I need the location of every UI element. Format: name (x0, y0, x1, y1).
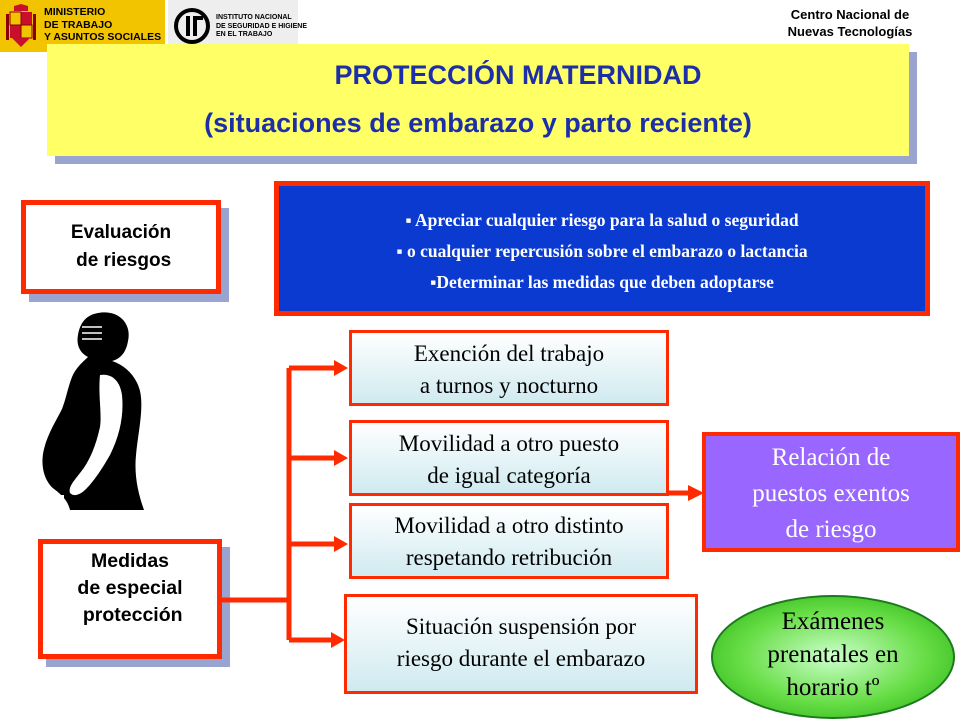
prenatal-exams-text: Exámenes (781, 608, 885, 635)
arrow-head (334, 360, 348, 376)
title-line-1: PROTECCIÓN MATERNIDAD (334, 60, 702, 90)
exempt-positions-text: Relación de (771, 444, 891, 471)
measure-text: Movilidad a otro puesto (398, 431, 620, 456)
evaluation-point: ▪Determinar las medidas que deben adoptarse (430, 272, 774, 292)
center-name: Centro Nacional de Nuevas Tecnologías (787, 7, 913, 39)
ministry-name: MINISTERIO DE TRABAJO Y ASUNTOS SOCIALES (44, 6, 162, 43)
measure-text: Movilidad a otro distinto (394, 513, 624, 538)
arrow-head (334, 536, 348, 552)
evaluation-point: ▪ Apreciar cualquier riesgo para la salud o seguridad (405, 210, 799, 230)
exempt-positions-text: puestos exentos (752, 480, 910, 507)
measure-text: Situación suspensión por (406, 614, 636, 639)
prenatal-exams-text: prenatales en (767, 641, 899, 668)
evaluation-label: Evaluación de riesgos (70, 222, 172, 271)
arrow-head (334, 450, 348, 466)
evaluation-point: ▪ o cualquier repercusión sobre el embarazo o lactancia (396, 241, 808, 261)
arrow-head (331, 632, 345, 648)
prenatal-exams-text: horario tº (786, 674, 880, 701)
measure-text: riesgo durante el embarazo (396, 646, 646, 671)
institute-name: INSTITUTO NACIONAL DE SEGURIDAD E HIGIENE EN EL TRABAJO (216, 14, 308, 38)
measure-text: respetando retribución (405, 545, 613, 570)
measure-box (349, 503, 669, 579)
exempt-positions-box (702, 432, 960, 552)
measure-text: de igual categoría (427, 463, 591, 488)
measure-text: Exención del trabajo (413, 341, 605, 366)
title-line-2: (situaciones de embarazo y parto reciente) (204, 108, 752, 138)
measure-box (344, 594, 698, 694)
measure-text: a turnos y nocturno (419, 373, 599, 398)
measure-box (349, 330, 669, 406)
prenatal-exams-oval (711, 595, 955, 719)
measure-box (349, 420, 669, 496)
measures-label: Medidas de especial protección (77, 550, 183, 626)
exempt-positions-text: de riesgo (785, 516, 877, 543)
